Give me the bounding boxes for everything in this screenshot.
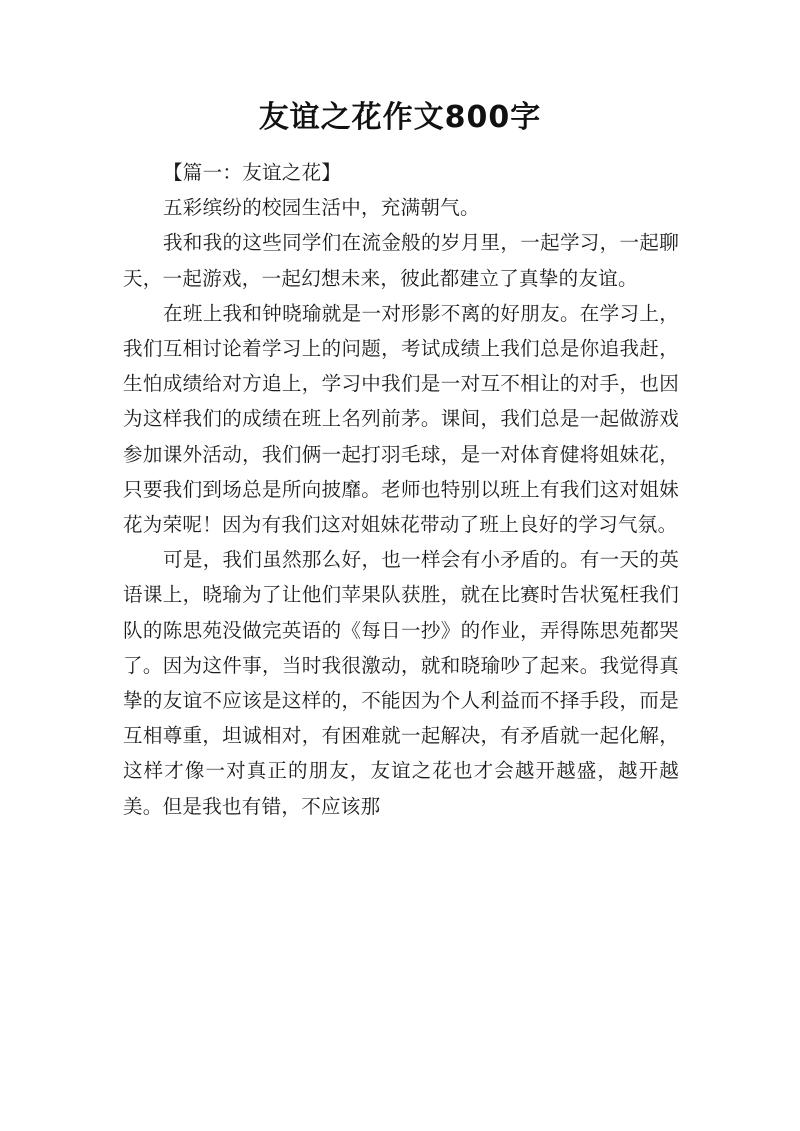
section-heading: 【篇一：友谊之花】 bbox=[163, 161, 342, 184]
document-body bbox=[123, 155, 679, 824]
document-title: 友谊之花作文800字 bbox=[258, 100, 542, 135]
paragraph-3: 在班上我和钟晓瑜就是一对形影不离的好朋友。在学习上，我们互相讨论着学习上的问题，考试成绩上我们总是你追我赶，生怕成绩给对方追上，学习中我们是一对互不相让的对手，也因为这样我们的成绩在班上名列前茅。课间，我们总是一起做游戏参加课外活动，我们俩一起打羽毛球，是一对体育健将姐妹花，只要我们到场总是所向披靡。老师也特别以班上有我们这对姐妹花为荣呢！因为有我们这对姐妹花带动了班上良好的学习气氛。 bbox=[123, 301, 679, 537]
paragraph-1: 五彩缤纷的校园生活中，充满朝气。 bbox=[163, 196, 480, 220]
paragraph-4: 可是，我们虽然那么好，也一样会有小矛盾的。有一天的英语课上，晓瑜为了让他们苹果队获胜，就在比赛时告状冤枉我们队的陈思苑没做完英语的《每日一抄》的作业，弄得陈思苑都哭了。因为这件事，当时我很激动，就和晓瑜吵了起来。我觉得真挚的友谊不应该是这样的，不能因为个人利益而不择手段，而是互相尊重，坦诚相对，有困难就一起解决，有矛盾就一起化解，这样才像一对真正的朋友，友谊之花也才会越开越盛，越开越美。但是我也有错，不应该那 bbox=[123, 548, 679, 818]
paragraph-2: 我和我的这些同学们在流金般的岁月里，一起学习，一起聊天，一起游戏，一起幻想未来，彼此都建立了真挚的友谊。 bbox=[123, 231, 679, 290]
